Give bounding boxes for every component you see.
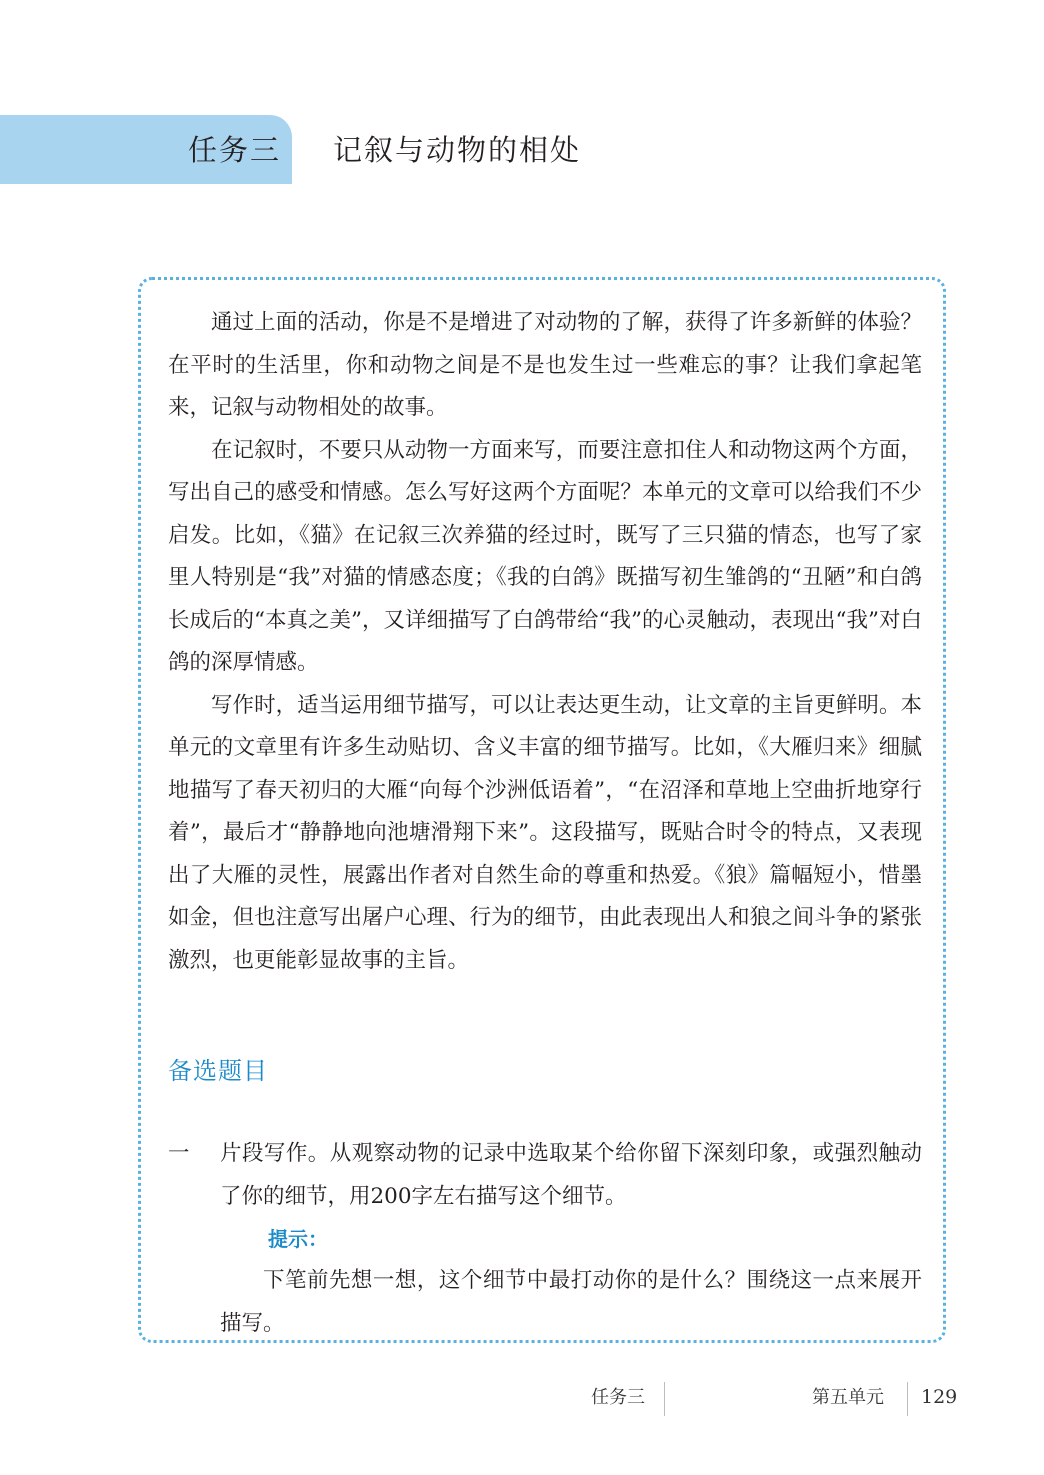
footer-unit-label: 第五单元 [812, 1387, 884, 1408]
paragraph-3: 写作时，适当运用细节描写，可以让表达更生动，让文章的主旨更鲜明。本单元的文章里有许多生动贴切、含义丰富的细节描写。比如，《大雁归来》细腻地描写了春天初归的大雁“向每个沙洲低语着”，“在沼泽和草地上空曲折地穿行着”，最后才“静静地向池塘滑翔下来”。这段描写，既贴合时令的特点，又表现出了大雁的灵性，展露出作者对自然生命的尊重和热爱。《狼》篇幅短小，惜墨如金，但也注意写出屠户心理、行为的细节，由此表现出人和狼之间斗争的紧张激烈，也更能彰显故事的主旨。 [168, 692, 922, 973]
topic-text: 片段写作。从观察动物的记录中选取某个给你留下深刻印象，或强烈触动了你的细节，用200字左右描写这个细节。 [220, 1141, 922, 1209]
footer-section-label: 任务三 [591, 1387, 645, 1408]
body-text [168, 302, 922, 982]
section-title: 备选题目 [168, 1057, 268, 1085]
hint-label: 提示： [268, 1227, 328, 1251]
task-label: 任务三 [188, 133, 282, 167]
paragraph-1: 通过上面的活动，你是不是增进了对动物的了解，获得了许多新鲜的体验？在平时的生活里，你和动物之间是不是也发生过一些难忘的事？让我们拿起笔来，记叙与动物相处的故事。 [168, 310, 922, 420]
hint-text: 下笔前先想一想，这个细节中最打动你的是什么？围绕这一点来展开描写。 [220, 1268, 922, 1336]
paragraph-2: 在记叙时，不要只从动物一方面来写，而要注意扣住人和动物这两个方面，写出自己的感受和情感。怎么写好这两个方面呢？本单元的文章可以给我们不少启发。比如，《猫》在记叙三次养猫的经过时，既写了三只猫的情态，也写了家里人特别是“我”对猫的情感态度；《我的白鸽》既描写初生雏鸽的“丑陋”和白鸽长成后的“本真之美”，又详细描写了白鸽带给“我”的心灵触动，表现出“我”对白鸽的深厚情感。 [168, 437, 922, 675]
footer-divider [907, 1382, 908, 1416]
page-title: 记叙与动物的相处 [333, 133, 582, 167]
topic-item [168, 1133, 922, 1345]
topic-number: 一 [168, 1141, 190, 1166]
page-number: 129 [921, 1386, 958, 1408]
footer-divider [664, 1382, 665, 1416]
